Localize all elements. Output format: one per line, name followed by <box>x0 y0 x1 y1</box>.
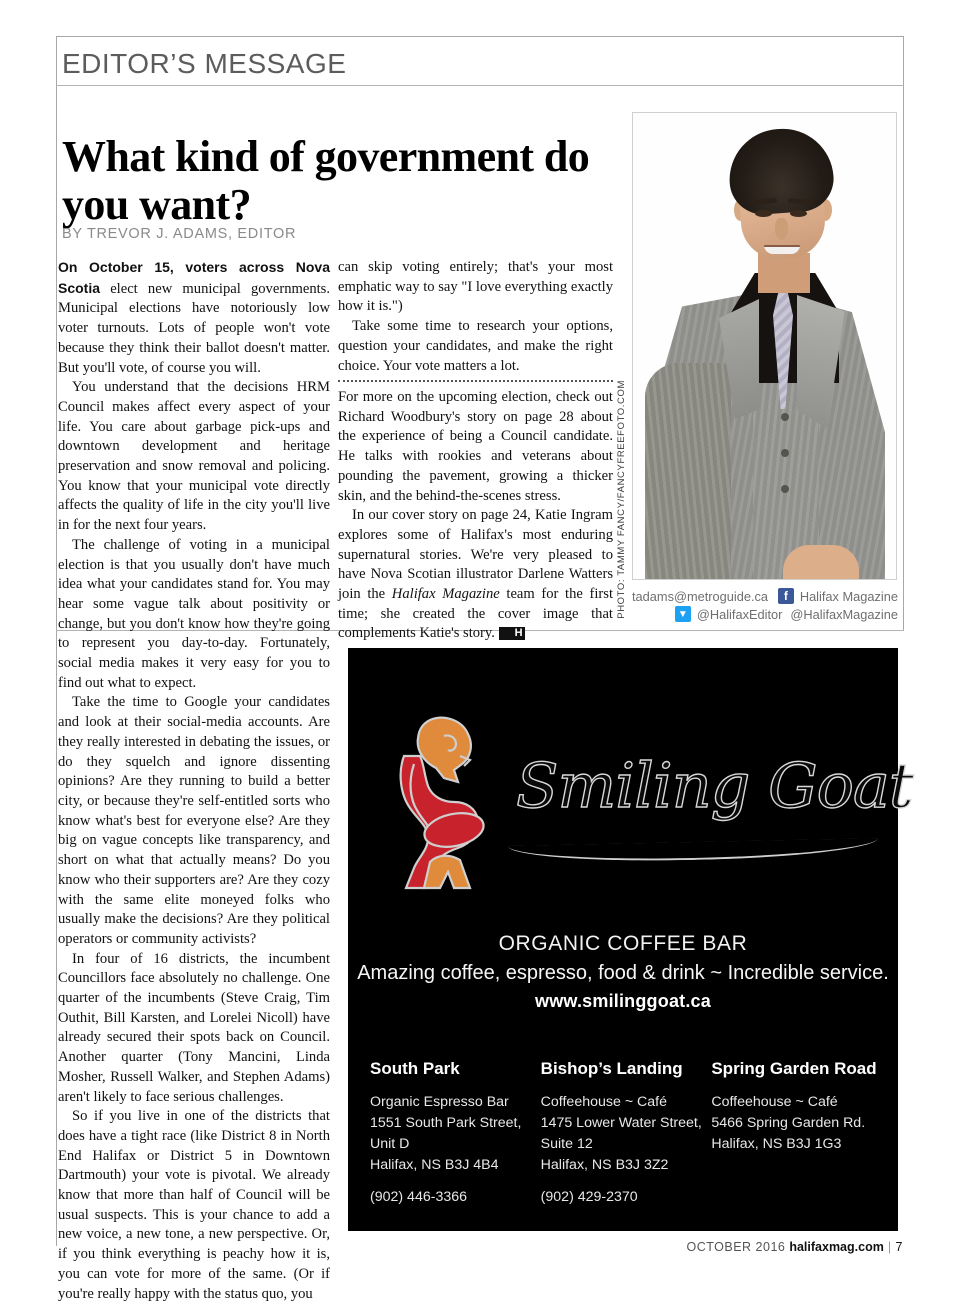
location-line: Halifax, NS B3J 3Z2 <box>540 1157 669 1173</box>
twitter-magazine-handle[interactable]: @HalifaxMagazine <box>790 606 898 622</box>
list-item <box>370 1058 541 1205</box>
editor-portrait <box>632 112 897 580</box>
magazine-title-italic: Halifax Magazine <box>391 586 500 603</box>
facebook-link[interactable] <box>778 588 898 604</box>
twitter-editor-handle: @HalifaxEditor <box>696 606 783 622</box>
lede-bold-run: On October 15, voters across Nova Scotia <box>58 259 330 296</box>
paragraph: For more on the upcoming election, check out Richard Woodbury's story on page 28 about the experience of being a Council candidate. He talks with rookies and veterans about pounding the pavement, growing a thicker skin, and the behind-the-scenes stress. <box>338 389 613 504</box>
editor-contact-bar <box>632 588 898 622</box>
advertisement-smiling-goat[interactable] <box>348 648 913 1231</box>
editor-email[interactable]: tadams@metroguide.ca <box>632 588 769 604</box>
sidebar-note <box>338 388 613 644</box>
portrait-canvas <box>633 113 896 579</box>
note-run-a: In our cover story on page 24, Katie Ingram explores some of Halifax's most enduring supernatural stories. We're very pleased to have Nova Scotian illustrator Darlene Watters join the <box>338 507 613 603</box>
paragraph: Take the time to Google your candidates and look at their social-media accounts. Are they really interested in debating the issues, or do they squelch and ignore dissenting opinions? Are they running to build a better city, or because they're self-entitled sorts who know what's best for everyone else? Are they big on vague concepts like transparency, and short on what that actually means? Do you know who their supporters are? Are they cozy with the same elite moneyed folks who usually make the decisions? Are they political operators or community activists? <box>58 694 330 947</box>
location-line: 1475 Lower Water Street, <box>540 1115 702 1131</box>
location-line: Unit D <box>370 1136 410 1152</box>
list-item <box>541 1058 712 1205</box>
location-line: 1551 South Park Street, <box>370 1115 522 1131</box>
body-column-1 <box>58 258 330 1304</box>
location-name: Spring Garden Road <box>711 1059 877 1078</box>
facebook-icon: f <box>778 588 794 604</box>
paragraph: You understand that the decisions HRM Council makes affect every aspect of your life. You care about garbage pick-ups and downtown development and heritage preservation and snow removal and policing. You know that your municipal vote directly affects the quality of life in the city you'll live in for the next four years. <box>58 379 330 534</box>
page-number: 7 <box>895 1240 903 1254</box>
location-line: Suite 12 <box>540 1136 593 1152</box>
facebook-label: Halifax Magazine <box>799 588 898 604</box>
paragraph <box>338 506 613 644</box>
hair-shape <box>726 125 836 216</box>
paragraph: The challenge of voting in a municipal election is that you usually don't have much idea what your candidates stand for. You may hear some vague talk about positivity or change, but you don't know how they're going to represent you day-to-day. Fortunately, social media makes it very easy for you to find out what to expect. <box>58 536 330 691</box>
list-item <box>711 1058 882 1205</box>
ad-logo <box>348 704 913 904</box>
eye-left-shape <box>755 210 772 217</box>
twitter-editor-link[interactable] <box>675 606 783 622</box>
location-phone[interactable]: (902) 446-3366 <box>370 1189 468 1205</box>
paragraph: Take some time to research your options, question your candidates, and make the right choice. Your vote matters a lot. <box>338 318 613 374</box>
vest-button-icon <box>781 413 789 421</box>
vest-button-icon <box>781 485 789 493</box>
location-line: Halifax, NS B3J 4B4 <box>370 1157 499 1173</box>
footer-separator: | <box>887 1240 892 1254</box>
location-line: Coffeehouse ~ Café <box>711 1094 838 1110</box>
ad-locations-list <box>370 1058 882 1205</box>
issue-date: OCTOBER 2016 <box>686 1240 786 1254</box>
neck-shape <box>758 253 810 293</box>
byline: BY TREVOR J. ADAMS, EDITOR <box>62 226 297 242</box>
photo-credit: PHOTO: TAMMY FANCY/FANCYFREEFOTO.COM <box>616 380 627 619</box>
kicker-underline-rule <box>56 85 904 86</box>
paragraph: can skip voting entirely; that's your most emphatic way to say "I love everything exactly how it is.") <box>338 259 613 315</box>
nose-shape <box>775 218 788 240</box>
ad-website[interactable]: www.smilinggoat.ca <box>535 991 711 1011</box>
brand-wordmark: Smiling Goat <box>516 749 913 822</box>
left-vertical-rule <box>56 36 57 1246</box>
page-footer <box>58 1240 903 1254</box>
mouth-shape <box>764 245 800 254</box>
section-kicker: EDITOR’S MESSAGE <box>62 48 347 79</box>
ad-tagline-secondary: Amazing coffee, espresso, food & drink ~ Incredible service. <box>357 962 889 984</box>
body-column-2 <box>338 258 613 376</box>
page-title: What kind of government do you want? <box>62 132 590 230</box>
twitter-icon: ▼ <box>675 606 691 622</box>
contact-row-email <box>632 588 898 604</box>
dotted-divider <box>338 380 613 382</box>
suit-sleeve-shape <box>645 363 731 580</box>
contact-row-twitter <box>632 606 898 622</box>
location-line: Organic Espresso Bar <box>370 1094 509 1110</box>
paragraph: In four of 16 districts, the incumbent Councillors face absolutely no challenge. One quarter of the incumbents (Steve Craig, Tim Outhit, Bill Karsten, and Lorelei Nicoll) have already secured their spots back on Council. Another quarter (Tony Mancini, Linda Mosher, Russell Walker, and Stephen Adams) aren't likely to face serious challenges. <box>58 950 330 1105</box>
note-run-b: team for the first time; she created the cover image that complements Katie's story. <box>338 586 613 642</box>
location-line: Halifax, NS B3J 1G3 <box>711 1136 842 1152</box>
brand-swoosh-flourish <box>508 838 878 864</box>
hand-shape <box>783 545 859 580</box>
location-line: 5466 Spring Garden Rd. <box>711 1115 866 1131</box>
top-rule <box>56 36 904 37</box>
website-url[interactable]: halifaxmag.com <box>789 1240 884 1254</box>
lede-rest: elect new municipal governments. Municipal elections have notoriously low voter turnouts. Lots of people won't vote because they think their ballot doesn't matter. But you'll vote, of course you will. <box>58 280 330 376</box>
location-name: Bishop’s Landing <box>540 1059 683 1078</box>
ad-tagline-primary: ORGANIC COFFEE BAR <box>498 932 748 955</box>
end-mark: H <box>499 627 525 640</box>
location-phone[interactable]: (902) 429-2370 <box>540 1189 638 1205</box>
vest-button-icon <box>781 449 789 457</box>
paragraph: So if you live in one of the districts that does have a tight race (like District 8 in North End Halifax or District 5 in Downtown Dartmouth) your vote is pivotal. We already know that more than half of Council will be usual suspects. This is your chance to add a new voice, a new tone, a new perspective. Or, if you think everything is peachy how it is, you can vote for more of the same. (Or if you're really happy with the status quo, you <box>58 1108 330 1302</box>
location-line: Coffeehouse ~ Café <box>540 1094 668 1110</box>
eye-right-shape <box>790 210 807 217</box>
paragraph-lede <box>58 258 330 378</box>
goat-logo-icon <box>384 712 494 898</box>
right-vertical-rule <box>903 36 904 630</box>
location-name: South Park <box>370 1059 460 1078</box>
